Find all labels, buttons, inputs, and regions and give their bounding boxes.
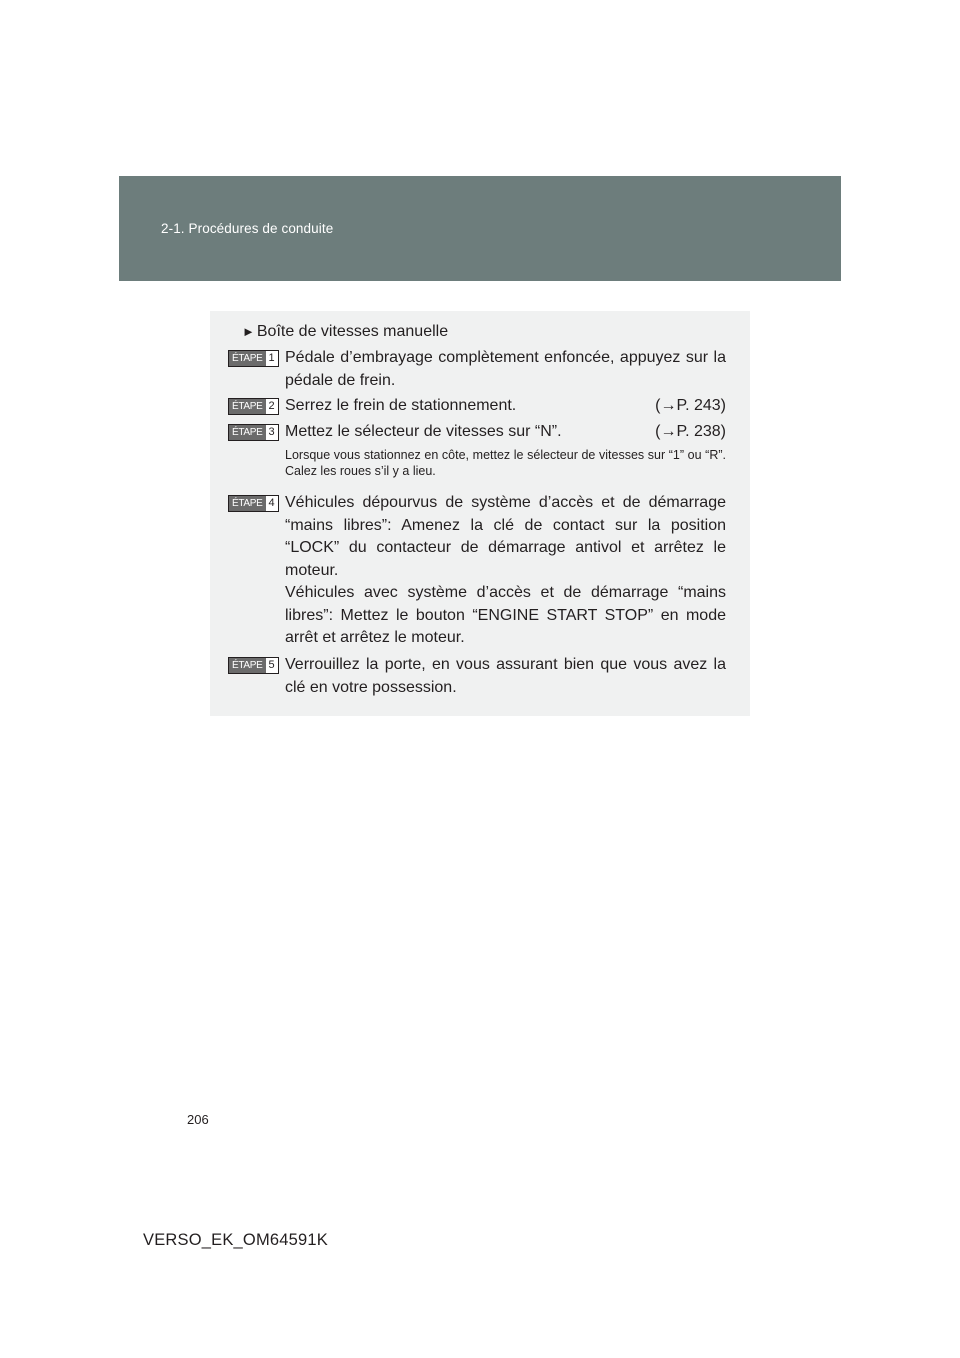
step-badge-label: ÉTAPE <box>229 399 266 414</box>
page-reference-link[interactable]: (→P. 238) <box>655 423 726 440</box>
step-text-main: Serrez le frein de stationnement. <box>285 397 517 414</box>
triangle-bullet-icon: ► <box>242 324 255 339</box>
step-badge-number: 3 <box>266 425 278 440</box>
document-code: VERSO_EK_OM64591K <box>143 1231 328 1249</box>
page-number: 206 <box>187 1112 209 1127</box>
header-band <box>119 176 841 281</box>
step-badge-number: 5 <box>266 658 278 673</box>
step-text: Véhicules dépourvus de système d’accès et de démarrage “mains libres”: Amenez la clé de contact sur la position “LOCK” du contacteur de démarrage antivol et arrêtez le moteur. <box>285 494 726 579</box>
step-text <box>285 421 726 444</box>
page-reference-link[interactable]: (→P. 243) <box>655 397 726 414</box>
step-badge <box>228 495 279 512</box>
step-badge <box>228 424 279 441</box>
step-badge-number: 1 <box>266 351 278 366</box>
step-badge <box>228 350 279 367</box>
step-badge-label: ÉTAPE <box>229 425 266 440</box>
step-text-continued: Véhicules avec système d’accès et de démarrage “mains libres”: Mettez le bouton “ENGINE START STOP” en mode arrêt et arrêtez le moteur. <box>285 584 726 646</box>
step-badge-number: 4 <box>266 496 278 511</box>
procedure-box <box>210 311 750 716</box>
step-badge <box>228 657 279 674</box>
procedure-heading <box>242 322 448 342</box>
step-badge-label: ÉTAPE <box>229 658 266 673</box>
section-title: 2-1. Procédures de conduite <box>161 221 334 236</box>
step-badge-label: ÉTAPE <box>229 351 266 366</box>
step-text-main: Mettez le sélecteur de vitesses sur “N”. <box>285 423 562 440</box>
procedure-heading-text: Boîte de vitesses manuelle <box>256 323 449 340</box>
step-badge-number: 2 <box>266 399 278 414</box>
step-text: Pédale d’embrayage complètement enfoncée, appuyez sur la pédale de frein. <box>285 349 726 389</box>
step-badge <box>228 398 279 415</box>
step-badge-label: ÉTAPE <box>229 496 266 511</box>
step-3-note: Lorsque vous stationnez en côte, mettez le sélecteur de vitesses sur “1” ou “R”. Calez les roues s’il y a lieu. <box>285 448 726 478</box>
step-text: Verrouillez la porte, en vous assurant bien que vous avez la clé en votre possession. <box>285 656 726 696</box>
step-text <box>285 395 726 418</box>
